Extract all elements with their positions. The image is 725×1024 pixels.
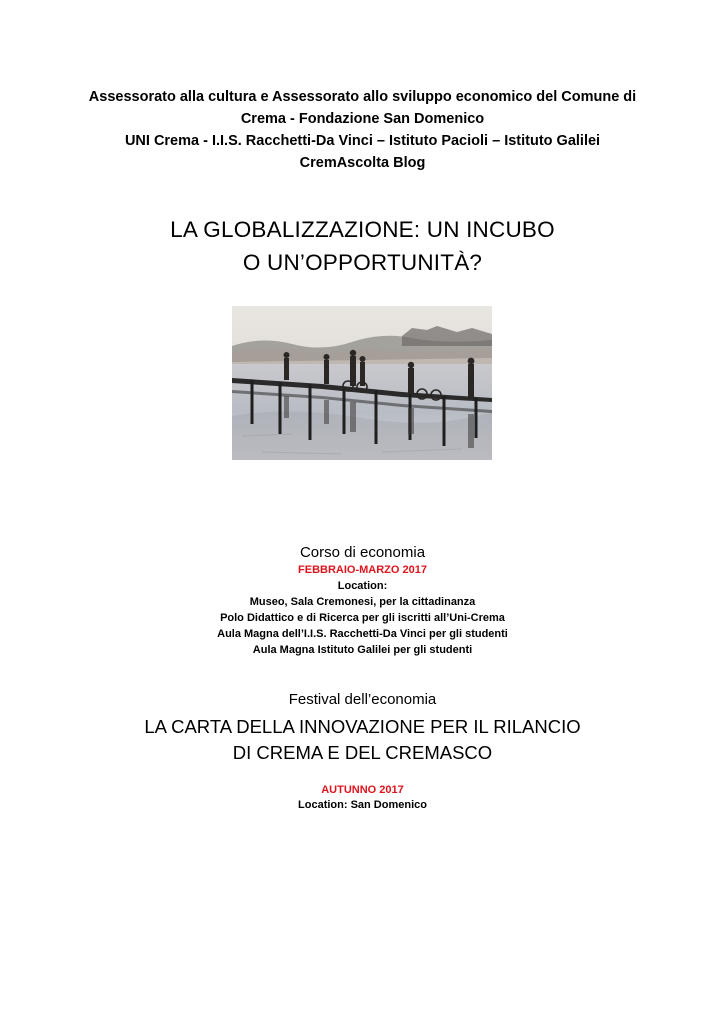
location-item: Polo Didattico e di Ricerca per gli iscritti all’Uni-Crema (220, 612, 505, 624)
painting-image (232, 306, 492, 460)
sponsor-line: Crema - Fondazione San Domenico (240, 111, 485, 127)
festival-label: Festival dell’economia (288, 691, 437, 708)
location-item: Museo, Sala Cremonesi, per la cittadinanza (249, 596, 476, 608)
festival-location: Location: San Domenico (298, 799, 427, 811)
title-line: LA GLOBALIZZAZIONE: UN INCUBO (170, 217, 555, 242)
course-heading: Corso di economia (299, 544, 426, 561)
sponsor-line: Assessorato alla cultura e Assessorato allo sviluppo economico del Comune di (88, 89, 637, 105)
title-line: O UN’OPPORTUNITÀ? (242, 250, 483, 275)
location-label: Location: (337, 580, 388, 592)
course-locations (0, 578, 725, 658)
sponsor-line: UNI Crema - I.I.S. Racchetti-Da Vinci – Istituto Pacioli – Istituto Galilei (124, 133, 601, 149)
painting-illustration (232, 306, 492, 460)
sponsors-header (0, 86, 725, 174)
festival-title-line: LA CARTA DELLA INNOVAZIONE PER IL RILANCIO (144, 716, 581, 737)
course-dates: FEBBRAIO-MARZO 2017 (298, 564, 427, 576)
sponsor-line: CremAscolta Blog (299, 155, 426, 171)
festival-title-line: DI CREMA E DEL CREMASCO (232, 742, 493, 763)
festival-title (0, 714, 725, 766)
page-title (0, 213, 725, 279)
location-item: Aula Magna Istituto Galilei per gli studenti (252, 644, 473, 656)
location-item: Aula Magna dell’I.I.S. Racchetti-Da Vinci per gli studenti (217, 628, 508, 640)
festival-dates: AUTUNNO 2017 (321, 784, 404, 796)
